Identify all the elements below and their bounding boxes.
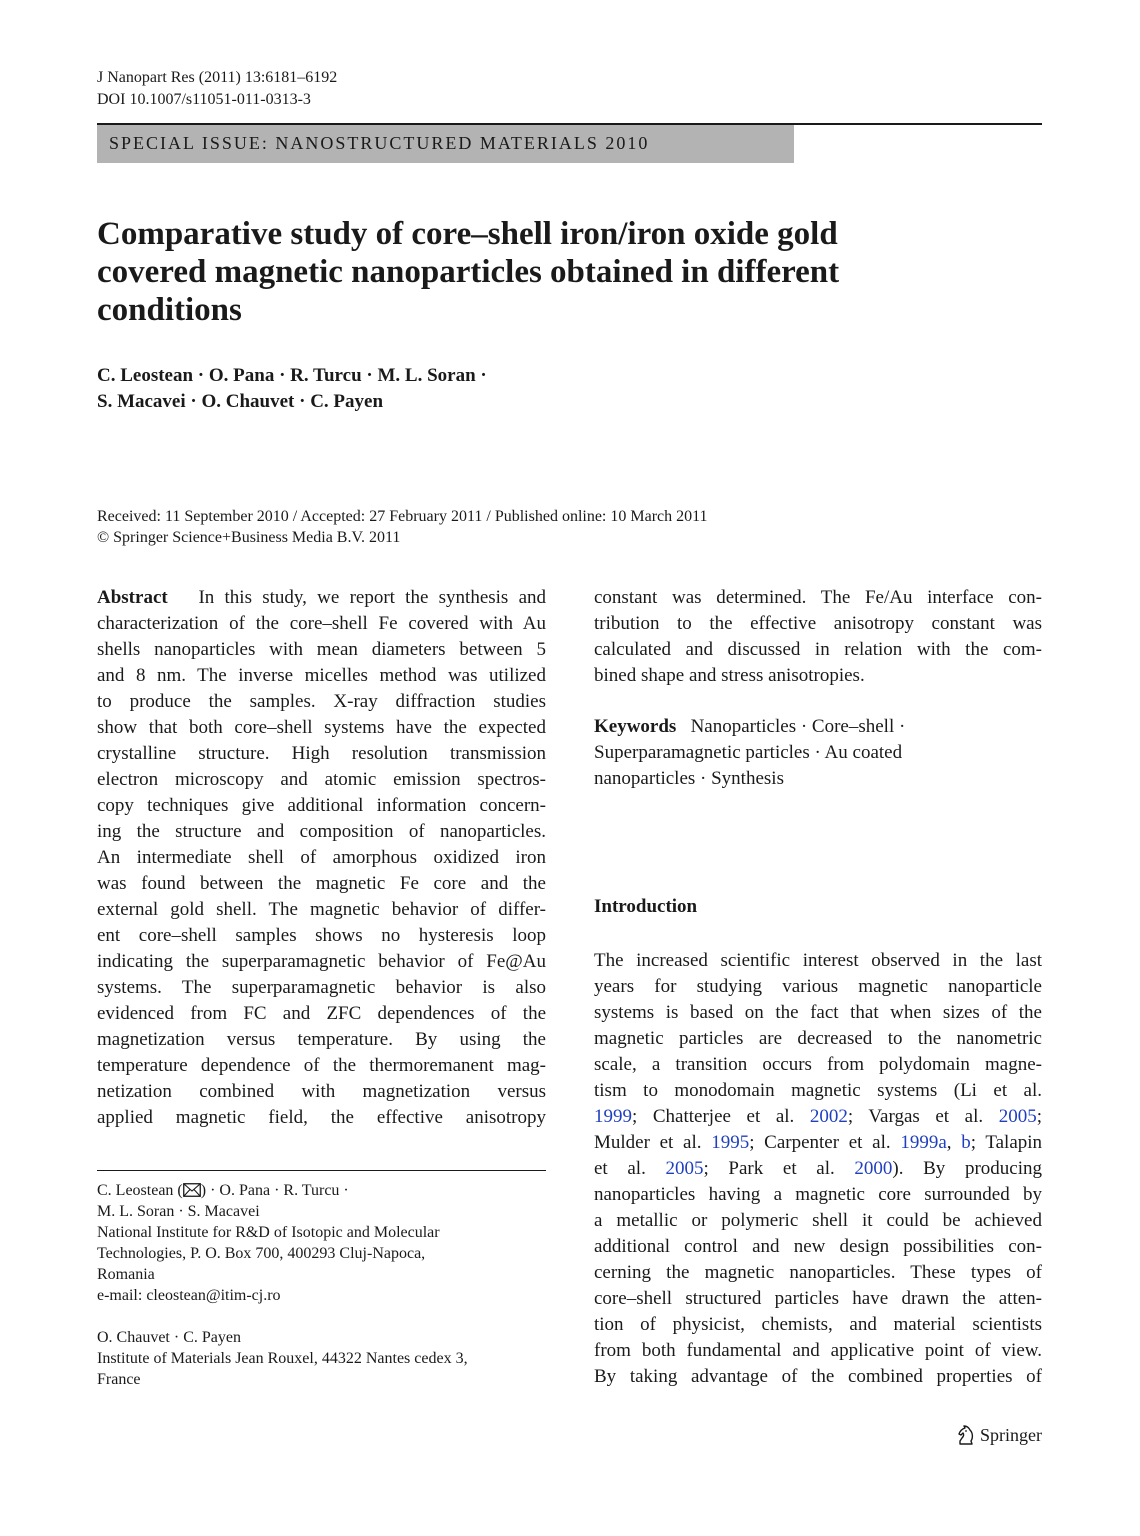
citation-link[interactable]: 2005	[998, 1106, 1037, 1127]
intro-line: from both fundamental and applicative point of view.	[594, 1340, 1042, 1361]
title-line: covered magnetic nanoparticles obtained in different	[97, 254, 840, 290]
intro-line: nanoparticles having a magnetic core surrounded by	[594, 1184, 1042, 1205]
abstract-line: systems. The superparamagnetic behavior is also	[97, 977, 546, 998]
envelope-icon[interactable]	[183, 1183, 201, 1197]
intro-line: a metallic or polymeric shell it could be achieved	[594, 1210, 1042, 1231]
intro-line: et al. 2005; Park et al. 2000). By producing	[594, 1158, 1042, 1179]
journal-citation: J Nanopart Res (2011) 13:6181–6192	[97, 69, 338, 86]
abstract-line: crystalline structure. High resolution transmission	[97, 743, 546, 764]
affiliation-line: Romania	[97, 1266, 155, 1283]
intro-line: tion of physicist, chemists, and material scientists	[594, 1314, 1042, 1335]
abstract-line: netization combined with magnetization versus	[97, 1081, 546, 1102]
citation-link[interactable]: 2000	[854, 1158, 893, 1179]
title-line: Comparative study of core–shell iron/iron oxide gold	[97, 216, 838, 252]
banner-text: SPECIAL ISSUE: NANOSTRUCTURED MATERIALS 2010	[109, 133, 650, 153]
abstract-line: copy techniques give additional information concern-	[97, 795, 546, 816]
abstract-line: bined shape and stress anisotropies.	[594, 665, 865, 686]
abstract-line: tribution to the effective anisotropy constant was	[594, 613, 1042, 634]
corresponding-email[interactable]: e-mail: cleostean@itim-cj.ro	[97, 1287, 281, 1304]
intro-line: tism to monodomain magnetic systems (Li et al.	[594, 1080, 1042, 1101]
abstract-line: An intermediate shell of amorphous oxidized iron	[97, 847, 546, 868]
journal-doi[interactable]: DOI 10.1007/s11051-011-0313-3	[97, 91, 311, 108]
intro-line: By taking advantage of the combined properties of	[594, 1366, 1042, 1387]
special-issue-banner	[97, 125, 794, 163]
abstract-section	[97, 585, 546, 1131]
intro-line: Mulder et al. 1995; Carpenter et al. 1999a, b; Talapin	[594, 1132, 1043, 1153]
history-dates: Received: 11 September 2010 / Accepted: 27 February 2011 / Published online: 10 March 2011	[97, 508, 708, 525]
copyright-notice: © Springer Science+Business Media B.V. 2011	[97, 529, 401, 546]
affiliation-line: France	[97, 1371, 141, 1388]
springer-wordmark: Springer	[980, 1424, 1042, 1445]
abstract-continued	[594, 585, 1042, 689]
citation-link[interactable]: b	[961, 1132, 971, 1153]
author-line: C. Leostean · O. Pana · R. Turcu · M. L. Soran ·	[97, 365, 487, 386]
intro-line: core–shell structured particles have drawn the atten-	[594, 1288, 1042, 1309]
abstract-line: indicating the superparamagnetic behavior of Fe@Au	[97, 951, 546, 972]
abstract-line: show that both core–shell systems have the expected	[97, 717, 546, 738]
intro-line: years for studying various magnetic nanoparticle	[594, 976, 1042, 997]
citation-link[interactable]: 2002	[809, 1106, 848, 1127]
abstract-line: calculated and discussed in relation with the com-	[594, 639, 1042, 660]
intro-line: The increased scientific interest observed in the last	[594, 950, 1042, 971]
introduction-heading: Introduction	[594, 896, 698, 917]
affiliation-line: National Institute for R&D of Isotopic and Molecular	[97, 1224, 440, 1241]
abstract-first-line	[97, 585, 546, 611]
affiliation-line: Institute of Materials Jean Rouxel, 44322 Nantes cedex 3,	[97, 1350, 468, 1367]
abstract-line: and 8 nm. The inverse micelles method was utilized	[97, 665, 546, 686]
abstract-line: external gold shell. The magnetic behavior of differ-	[97, 899, 546, 920]
abstract-label: Abstract	[97, 587, 168, 608]
keywords-text: Nanoparticles · Core–shell ·	[690, 716, 906, 737]
abstract-line: constant was determined. The Fe/Au interface con-	[594, 587, 1042, 608]
abstract-line: shells nanoparticles with mean diameters between 5	[97, 639, 546, 660]
affiliation-line: O. Chauvet · C. Payen	[97, 1329, 241, 1346]
intro-line: 1999; Chatterjee et al. 2002; Vargas et al. 2005;	[594, 1106, 1042, 1127]
abstract-line: ing the structure and composition of nanoparticles.	[97, 821, 546, 842]
journal-header	[97, 67, 337, 111]
keywords-line: nanoparticles · Synthesis	[594, 768, 784, 789]
intro-line: cerning the magnetic nanoparticles. These types of	[594, 1262, 1042, 1283]
citation-link[interactable]: 1999	[594, 1106, 632, 1127]
citation-link[interactable]: 1995	[711, 1132, 750, 1153]
title-line: conditions	[97, 292, 242, 328]
abstract-text: In this study, we report the synthesis and	[198, 587, 546, 608]
paper-title	[97, 215, 897, 329]
citation-link[interactable]: 1999a	[900, 1132, 947, 1153]
keywords-section	[594, 714, 1042, 792]
keywords-line: Superparamagnetic particles · Au coated	[594, 742, 903, 763]
intro-line: systems is based on the fact that when sizes of the	[594, 1002, 1042, 1023]
abstract-line: ent core–shell samples shows no hysteresis loop	[97, 925, 546, 946]
springer-logo	[956, 1424, 1042, 1446]
abstract-line: characterization of the core–shell Fe covered with Au	[97, 613, 546, 634]
keywords-label: Keywords	[594, 716, 677, 737]
author-list	[97, 363, 487, 415]
affiliation-line: Technologies, P. O. Box 700, 400293 Cluj-Napoca,	[97, 1245, 426, 1262]
abstract-line: magnetization versus temperature. By using the	[97, 1029, 546, 1050]
affiliation-spacer	[97, 1306, 546, 1327]
publication-history	[97, 506, 708, 548]
affiliation-line: C. Leostean ( ) · O. Pana · R. Turcu ·	[97, 1182, 349, 1199]
intro-line: scale, a transition occurs from polydomain magne-	[594, 1054, 1042, 1075]
abstract-line: to produce the samples. X-ray diffraction studies	[97, 691, 546, 712]
affiliations	[97, 1180, 546, 1390]
intro-line: additional control and new design possibilities con-	[594, 1236, 1042, 1257]
citation-link[interactable]: 2005	[665, 1158, 704, 1179]
abstract-line: evidenced from FC and ZFC dependences of the	[97, 1003, 546, 1024]
abstract-line: applied magnetic field, the effective anisotropy	[97, 1107, 546, 1128]
introduction-text	[594, 948, 1042, 1390]
abstract-line: was found between the magnetic Fe core and the	[97, 873, 546, 894]
abstract-line: electron microscopy and atomic emission spectros-	[97, 769, 546, 790]
abstract-line: temperature dependence of the thermoremanent mag-	[97, 1055, 546, 1076]
affiliation-line: M. L. Soran · S. Macavei	[97, 1203, 260, 1220]
intro-line: magnetic particles are decreased to the nanometric	[594, 1028, 1042, 1049]
springer-knight-icon	[956, 1424, 976, 1446]
keywords-line	[594, 714, 1042, 740]
footnote-rule	[97, 1170, 546, 1171]
author-line: S. Macavei · O. Chauvet · C. Payen	[97, 391, 384, 412]
